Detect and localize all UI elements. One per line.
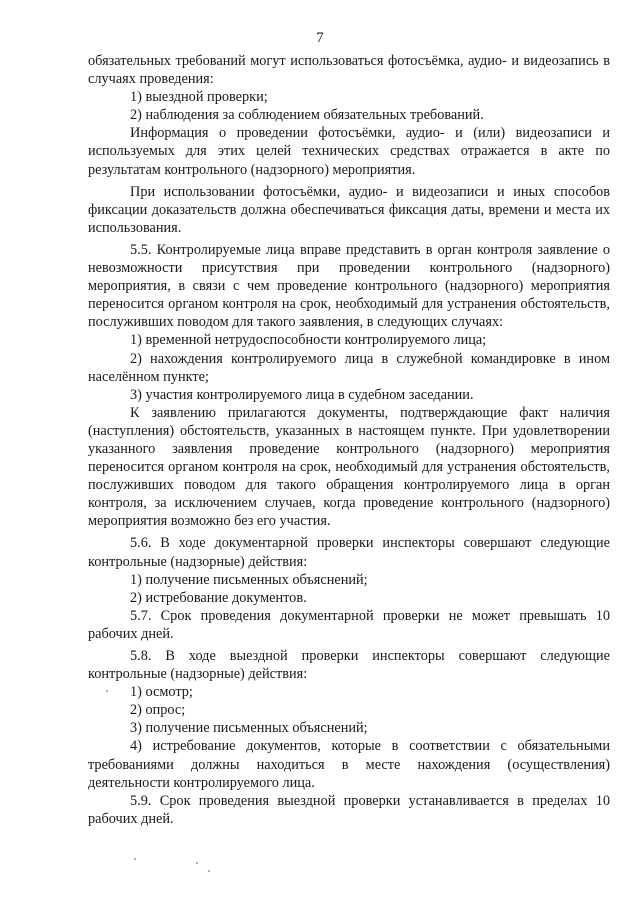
paragraph: 1) выездной проверки;	[130, 89, 268, 106]
paragraph: 5.5. Контролируемые лица вправе представить в орган контроля заявление о невозможности присутствия при проведении контрольного (надзорного) мероприятия, в связи с чем проведение контрольного (надзорного) мероприятия переносится органом контроля на срок, необходимый для устранения обстоятельств, послуживших поводом для такого заявления, в следующих случаях:	[88, 241, 610, 331]
paragraph: 1) временной нетрудоспособности контролируемого лица;	[130, 332, 487, 349]
scan-speck	[106, 690, 108, 692]
scan-speck	[196, 862, 198, 864]
paragraph: 5.9. Срок проведения выездной проверки устанавливается в пределах 10 рабочих дней.	[88, 792, 610, 827]
paragraph: 3) получение письменных объяснений;	[130, 720, 368, 737]
paragraph: 5.7. Срок проведения документарной проверки не может превышать 10 рабочих дней.	[88, 607, 610, 642]
paragraph: 2) нахождения контролируемого лица в служебной командировке в ином населённом пункте;	[88, 350, 610, 385]
paragraph: 2) опрос;	[130, 702, 186, 719]
paragraph: обязательных требований могут использоваться фотосъёмка, аудио- и видеозапись в случаях проведения:	[88, 53, 610, 88]
paragraph: 5.8. В ходе выездной проверки инспекторы совершают следующие контрольные (надзорные) действия:	[88, 648, 610, 683]
paragraph: 2) истребование документов.	[130, 589, 307, 606]
scan-speck	[134, 858, 136, 860]
paragraph: 1) осмотр;	[130, 684, 193, 701]
page-number: 7	[316, 30, 324, 46]
paragraph: 5.6. В ходе документарной проверки инспекторы совершают следующие контрольные (надзорные) действия:	[88, 535, 610, 570]
scan-speck	[208, 870, 210, 872]
paragraph: 4) истребование документов, которые в соответствии с обязательными требованиями должны находиться в месте нахождения (осуществления) деятельности контролируемого лица.	[88, 738, 610, 791]
document-body	[88, 52, 610, 828]
paragraph: При использовании фотосъёмки, аудио- и видеозаписи и иных способов фиксации доказательств должна обеспечиваться фиксация даты, времени и места их использования.	[88, 183, 610, 236]
paragraph: 1) получение письменных объяснений;	[130, 571, 368, 588]
paragraph: 3) участия контролируемого лица в судебном заседании.	[130, 386, 474, 403]
paragraph: 2) наблюдения за соблюдением обязательных требований.	[130, 107, 484, 124]
paragraph: Информация о проведении фотосъёмки, аудио- и (или) видеозаписи и используемых для этих целей технических средствах отражается в акте по результатам контрольного (надзорного) мероприятия.	[88, 125, 610, 178]
paragraph: К заявлению прилагаются документы, подтверждающие факт наличия (наступления) обстоятельств, указанных в настоящем пункте. При удовлетворении указанного заявления проведение контрольного (надзорного) мероприятия переносится органом контроля на срок, необходимый для устранения обстоятельств, послуживших поводом для такого обращения контролируемого лица в орган контроля, за исключением случаев, когда проведение контрольного (надзорного) мероприятия возможно без его участия.	[88, 404, 610, 530]
